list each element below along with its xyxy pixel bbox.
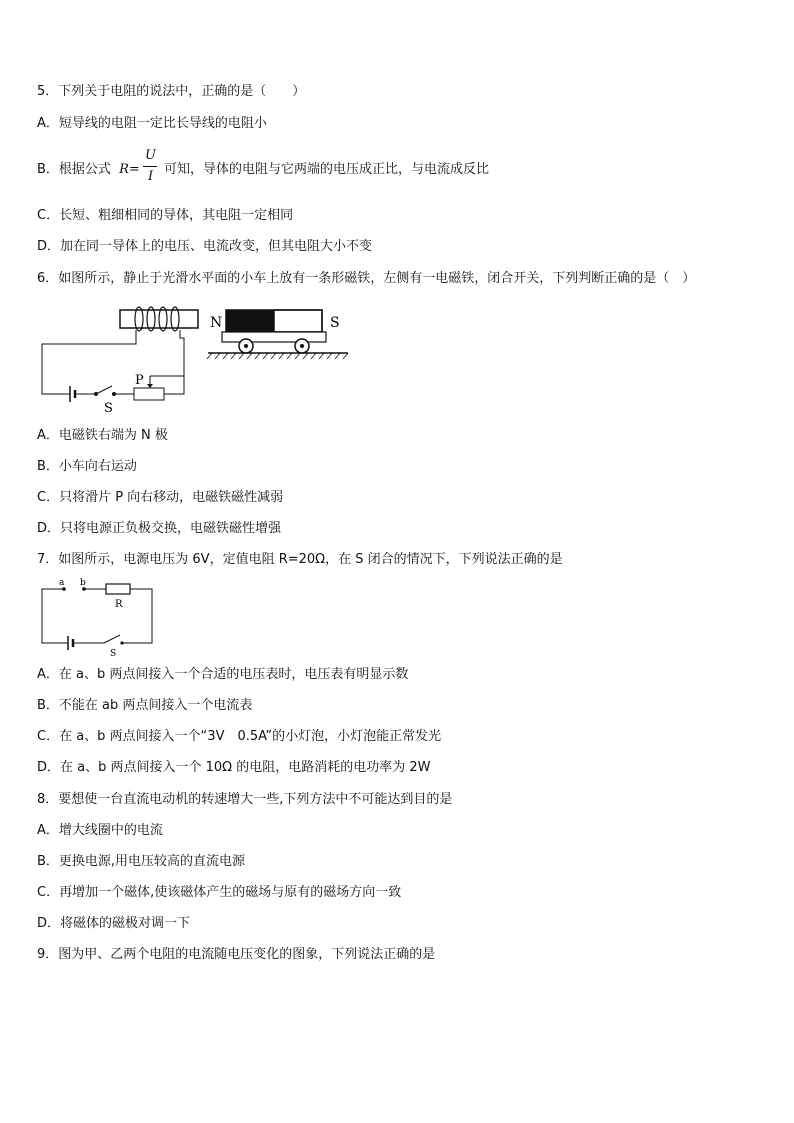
cart-body [222, 332, 326, 342]
label-b: b [80, 578, 86, 588]
wire-left [42, 589, 68, 643]
formula-numerator: U [145, 148, 156, 163]
q8-option-d: D．将磁体的磁极对调一下 [37, 916, 191, 931]
q5-option-b-prefix: B．根据公式 [37, 162, 111, 177]
wire-right [164, 330, 184, 394]
q5-option-c: C．长短、粗细相同的导体，其电阻一定相同 [37, 208, 294, 223]
q5-option-b [37, 162, 489, 178]
q7-option-a: A．在 a、b 两点间接入一个合适的电压表时，电压表有明显示数 [37, 667, 409, 682]
q7-figure [38, 577, 158, 657]
wire-left [42, 330, 136, 394]
q6-option-c: C．只将滑片 P 向右移动，电磁铁磁性减弱 [37, 490, 284, 505]
q6-option-d: D．只将电源正负极交换，电磁铁磁性增强 [37, 521, 282, 536]
rheostat [134, 388, 164, 400]
switch-blade [104, 635, 120, 643]
label-a: a [59, 578, 65, 588]
wire-right [122, 589, 152, 643]
q6-option-b: B．小车向右运动 [37, 459, 137, 474]
label-p: P [135, 373, 144, 388]
q7-option-d: D．在 a、b 两点间接入一个 10Ω 的电阻，电路消耗的电功率为 2W [37, 760, 431, 775]
fraction-bar [143, 166, 157, 167]
q6-stem: 6．如图所示，静止于光滑水平面的小车上放有一条形磁铁，左侧有一电磁铁，闭合开关，下列判断正确的是（ ） [37, 271, 696, 286]
q8-option-c: C．再增加一个磁体,使该磁体产生的磁场与原有的磁场方向一致 [37, 885, 402, 900]
q8-option-b: B．更换电源,用电压较高的直流电源 [37, 854, 246, 869]
q9-stem: 9．图为甲、乙两个电阻的电流随电压变化的图象，下列说法正确的是 [37, 947, 436, 962]
switch-blade [96, 386, 112, 394]
resistor-r [106, 584, 130, 594]
ground-hatch [207, 353, 348, 359]
q6-option-a: A．电磁铁右端为 N 极 [37, 428, 168, 443]
label-n-pole: N [210, 315, 223, 331]
label-s-pole: S [330, 315, 340, 331]
q5-option-d: D．加在同一导体上的电压、电流改变，但其电阻大小不变 [37, 239, 373, 254]
magnet-n-half [226, 310, 274, 332]
label-r: R [115, 599, 123, 610]
q5-option-b-suffix: 可知，导体的电阻与它两端的电压成正比，与电流成反比 [164, 162, 490, 177]
q8-option-a: A．增大线圈中的电流 [37, 823, 163, 838]
label-s: S [110, 649, 117, 657]
formula-lhs: R= [119, 162, 140, 177]
q8-stem: 8．要想使一台直流电动机的转速增大一些,下列方法中不可能达到目的是 [37, 792, 453, 807]
magnet-s-half [274, 310, 322, 332]
q7-option-c: C．在 a、b 两点间接入一个“3V 0.5A”的小灯泡，小灯泡能正常发光 [37, 729, 442, 744]
q7-option-b: B．不能在 ab 两点间接入一个电流表 [37, 698, 253, 713]
formula-denominator: I [148, 169, 154, 184]
q6-figure [38, 302, 358, 414]
q7-stem: 7．如图所示，电源电压为 6V，定值电阻 R=20Ω，在 S 闭合的情况下，下列说法正确的是 [37, 552, 563, 567]
q5-stem: 5．下列关于电阻的说法中，正确的是（ ） [37, 84, 306, 99]
label-switch: S [104, 401, 113, 414]
q5-option-a: A．短导线的电阻一定比长导线的电阻小 [37, 116, 267, 131]
